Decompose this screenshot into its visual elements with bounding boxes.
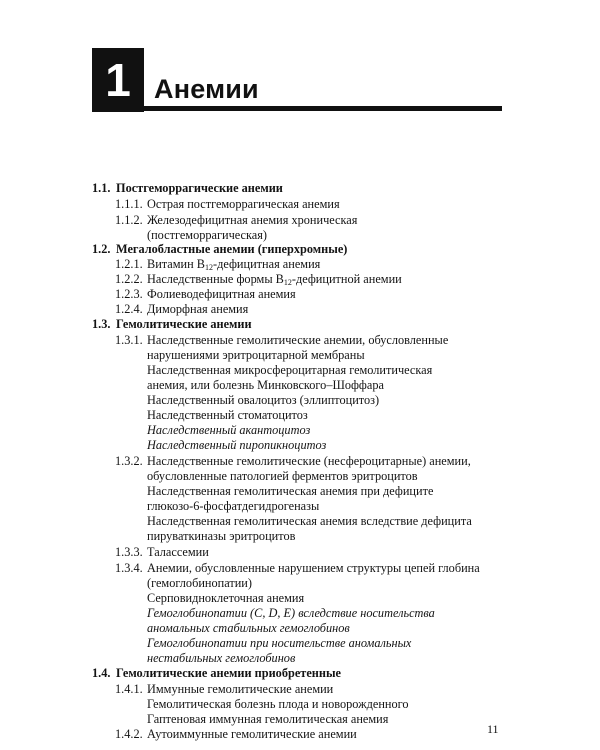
list-item: Наследственный стоматоцитоз [147,408,308,422]
list-item-italic: нестабильных гемоглобинов [147,651,296,665]
subscript: 12 [204,263,213,272]
subsection-title-continued: (постгеморрагическая) [147,228,268,242]
list-item: Серповидноклеточная анемия [147,591,305,605]
section-number: 1.3. [92,317,111,331]
list-item: анемия, или болезнь Минковского–Шоффара [147,378,384,392]
subsection-title [147,272,402,287]
list-item-italic: Гемоглобинопатии при носительстве аномальных [147,636,412,650]
subsection-number: 1.4.2. [115,727,143,741]
subsection-title: Фолиеводефицитная анемия [147,287,296,301]
section-number: 1.1. [92,181,111,195]
page-number: 11 [487,722,499,736]
subsection-number: 1.1.2. [115,213,143,227]
list-item: Наследственная микросфероцитарная гемолитическая [147,363,433,377]
list-item: Наследственная гемолитическая анемия при дефиците [147,484,434,498]
section-title: Постгеморрагические анемии [116,181,283,195]
section-title: Мегалобластные анемии (гиперхромные) [116,242,348,256]
subsection-title: Железодефицитная анемия хроническая [147,213,358,227]
list-item-italic: Гемоглобинопатии (C, D, E) вследствие носительства [147,606,435,620]
subsection-title: Наследственные гемолитические (несфероцитарные) анемии, [147,454,471,468]
section-title: Гемолитические анемии [116,317,252,331]
list-item: Гаптеновая иммунная гемолитическая анемия [147,712,389,726]
section-number: 1.4. [92,666,111,680]
title-text: -дефицитная анемия [212,257,321,271]
chapter-number: 1 [105,54,131,106]
list-item-italic: аномальных стабильных гемоглобинов [147,621,350,635]
subsection-number: 1.2.1. [115,257,143,271]
subsection-number: 1.2.4. [115,302,143,316]
list-item: пируваткиназы эритроцитов [147,529,296,543]
subsection-title-continued: обусловленные патологией ферментов эритроцитов [147,469,418,483]
chapter-title: Анемии [154,74,259,104]
subsection-number: 1.3.2. [115,454,143,468]
subsection-title-continued: нарушениями эритроцитарной мембраны [147,348,365,362]
subsection-number: 1.2.2. [115,272,143,286]
subsection-title: Острая постгеморрагическая анемия [147,197,340,211]
subsection-title: Диморфная анемия [147,302,249,316]
subsection-number: 1.2.3. [115,287,143,301]
subsection-title: Анемии, обусловленные нарушением структуры цепей глобина [147,561,480,575]
list-item: глюкозо-6-фосфатдегидрогеназы [147,499,320,513]
subsection-number: 1.1.1. [115,197,143,211]
subsection-number: 1.3.3. [115,545,143,559]
title-text: Витамин B [147,257,205,271]
section-number: 1.2. [92,242,111,256]
subsection-number: 1.3.4. [115,561,143,575]
subsection-number: 1.4.1. [115,682,143,696]
title-text: Наследственные формы B [147,272,284,286]
list-item: Наследственный овалоцитоз (эллиптоцитоз) [147,393,380,407]
subscript: 12 [283,278,292,287]
title-text: -дефицитной анемии [291,272,402,286]
subsection-title: Наследственные гемолитические анемии, обусловленные [147,333,449,347]
list-item: Наследственная гемолитическая анемия вследствие дефицита [147,514,472,528]
list-item: Гемолитическая болезнь плода и новорожденного [147,697,409,711]
subsection-title: Иммунные гемолитические анемии [147,682,334,696]
subsection-title [147,257,320,272]
subsection-title: Аутоиммунные гемолитические анемии [147,727,357,741]
subsection-title: Талассемии [147,545,209,559]
subsection-number: 1.3.1. [115,333,143,347]
subsection-title-continued: (гемоглобинопатии) [147,576,252,590]
section-title: Гемолитические анемии приобретенные [116,666,342,680]
list-item-italic: Наследственный пиропикноцитоз [147,438,327,452]
list-item-italic: Наследственный акантоцитоз [147,423,311,437]
